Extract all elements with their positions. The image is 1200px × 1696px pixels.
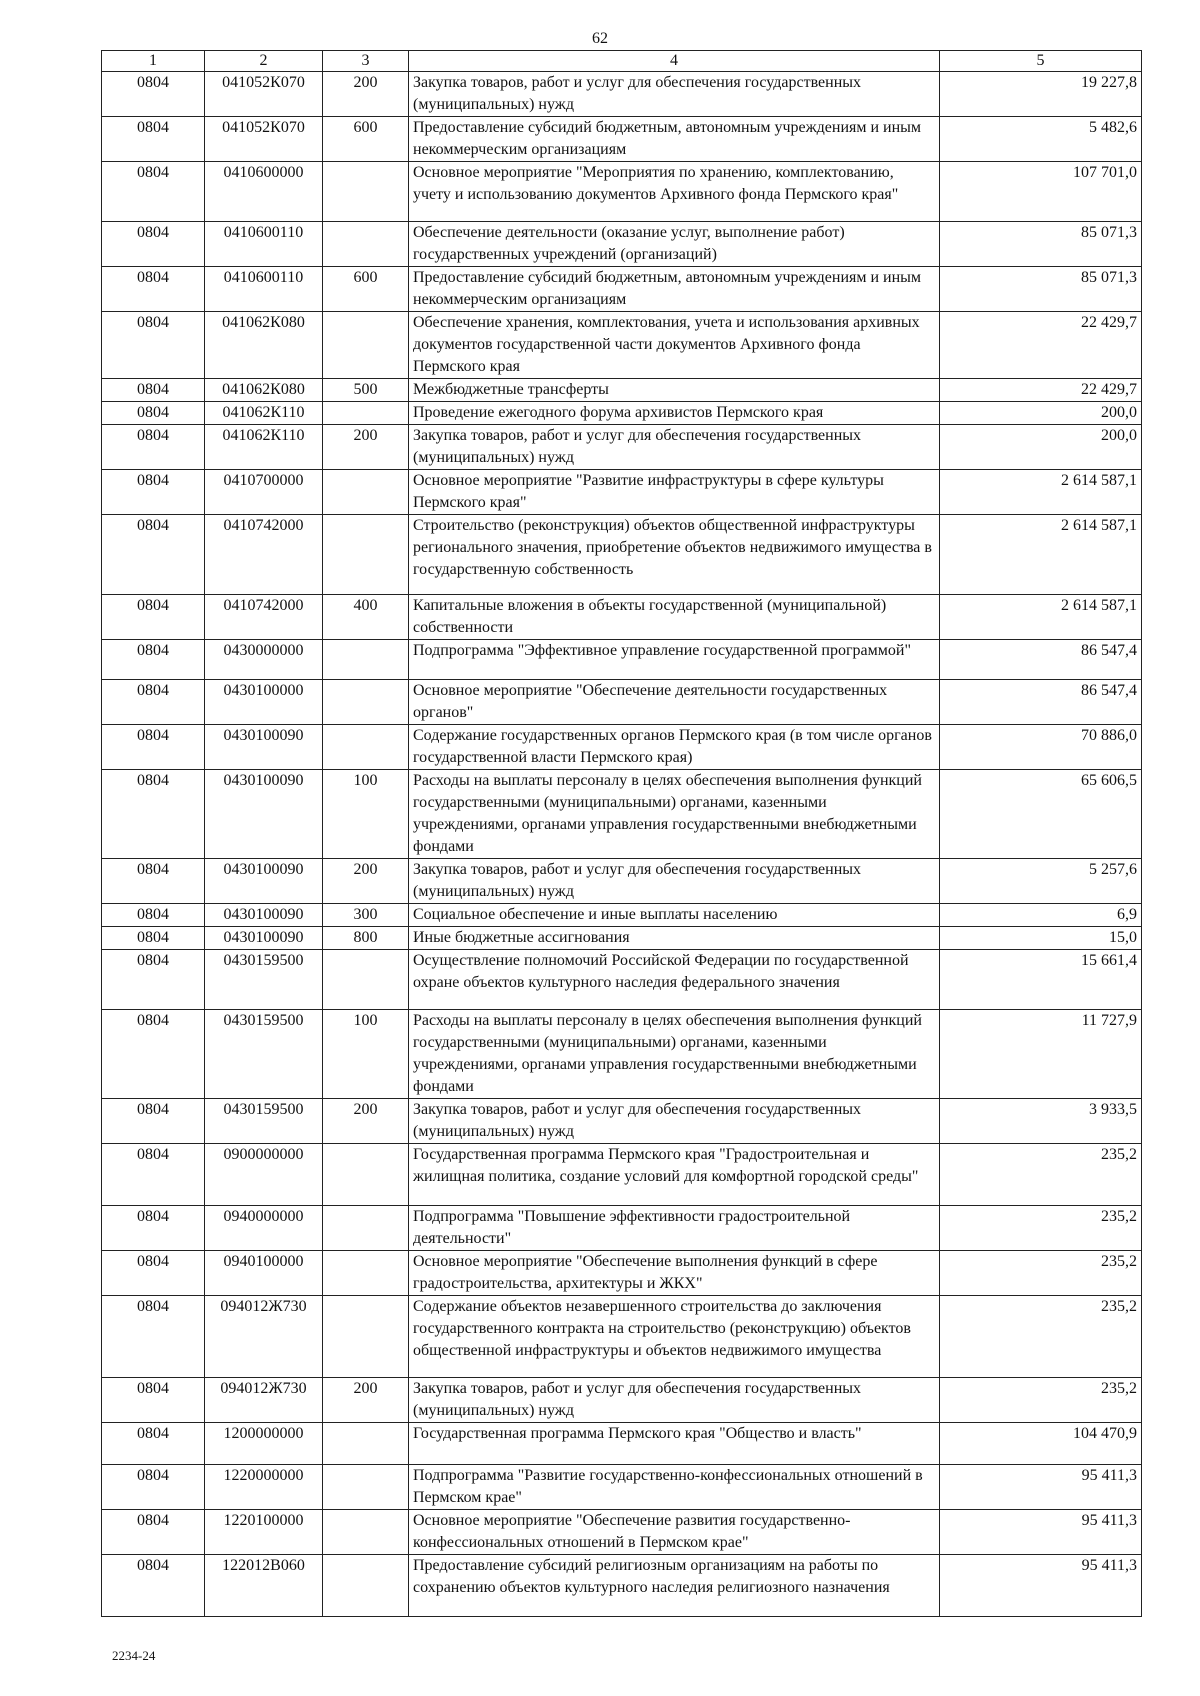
row-section: 0804 (102, 1378, 205, 1423)
row-amount: 85 071,3 (940, 267, 1142, 312)
row-section: 0804 (102, 117, 205, 162)
row-code: 0940000000 (205, 1206, 323, 1251)
row-code: 0430000000 (205, 640, 323, 680)
row-name: Закупка товаров, работ и услуг для обеспечения государственных (муниципальных) нужд (409, 859, 940, 904)
row-code: 0410600110 (205, 267, 323, 312)
table-row (102, 1144, 1142, 1206)
row-name: Расходы на выплаты персоналу в целях обеспечения выполнения функций государственными (муниципальными) органами, казенными учреждениями, органами управления государственными внебюджетными фондами (409, 770, 940, 859)
row-amount: 11 727,9 (940, 1010, 1142, 1099)
row-code: 1220000000 (205, 1465, 323, 1510)
row-amount: 107 701,0 (940, 162, 1142, 222)
row-section: 0804 (102, 162, 205, 222)
row-amount: 200,0 (940, 425, 1142, 470)
row-amount: 95 411,3 (940, 1555, 1142, 1617)
row-type (323, 1555, 409, 1617)
row-amount: 19 227,8 (940, 72, 1142, 117)
row-code: 0410742000 (205, 515, 323, 595)
table-row (102, 725, 1142, 770)
table-row (102, 927, 1142, 950)
row-code: 0410600110 (205, 222, 323, 267)
row-type: 100 (323, 770, 409, 859)
row-name: Государственная программа Пермского края "Градостроительная и жилищная политика, создание условий для комфортной городской среды" (409, 1144, 940, 1206)
row-section: 0804 (102, 1510, 205, 1555)
row-section: 0804 (102, 927, 205, 950)
row-type (323, 1144, 409, 1206)
table-row (102, 680, 1142, 725)
row-name: Содержание государственных органов Пермского края (в том числе органов государственной власти Пермского края) (409, 725, 940, 770)
row-type (323, 1296, 409, 1378)
row-code: 0430159500 (205, 1099, 323, 1144)
row-code: 041052К070 (205, 117, 323, 162)
row-type (323, 680, 409, 725)
row-type: 800 (323, 927, 409, 950)
row-name: Проведение ежегодного форума архивистов Пермского края (409, 402, 940, 425)
row-type: 300 (323, 904, 409, 927)
row-section: 0804 (102, 72, 205, 117)
table-row (102, 1510, 1142, 1555)
row-name: Подпрограмма "Развитие государственно-конфессиональных отношений в Пермском крае" (409, 1465, 940, 1510)
row-amount: 235,2 (940, 1378, 1142, 1423)
row-amount: 235,2 (940, 1144, 1142, 1206)
row-type: 600 (323, 267, 409, 312)
row-name: Капитальные вложения в объекты государственной (муниципальной) собственности (409, 595, 940, 640)
row-section: 0804 (102, 904, 205, 927)
row-code: 0430100000 (205, 680, 323, 725)
row-type: 200 (323, 1378, 409, 1423)
row-type: 200 (323, 72, 409, 117)
row-name: Расходы на выплаты персоналу в целях обеспечения выполнения функций государственными (муниципальными) органами, казенными учреждениями, органами управления государственными внебюджетными фондами (409, 1010, 940, 1099)
table-row (102, 425, 1142, 470)
table-row (102, 770, 1142, 859)
row-section: 0804 (102, 402, 205, 425)
row-section: 0804 (102, 1206, 205, 1251)
row-amount: 15 661,4 (940, 950, 1142, 1010)
row-section: 0804 (102, 859, 205, 904)
row-name: Обеспечение деятельности (оказание услуг, выполнение работ) государственных учреждений (организаций) (409, 222, 940, 267)
row-name: Подпрограмма "Повышение эффективности градостроительной деятельности" (409, 1206, 940, 1251)
row-section: 0804 (102, 1465, 205, 1510)
table-row (102, 1099, 1142, 1144)
row-code: 041062К110 (205, 402, 323, 425)
table-row (102, 595, 1142, 640)
table-row (102, 117, 1142, 162)
row-section: 0804 (102, 312, 205, 379)
row-code: 041052К070 (205, 72, 323, 117)
row-name: Закупка товаров, работ и услуг для обеспечения государственных (муниципальных) нужд (409, 1378, 940, 1423)
row-code: 0430100090 (205, 927, 323, 950)
row-section: 0804 (102, 267, 205, 312)
row-code: 094012Ж730 (205, 1378, 323, 1423)
table-row (102, 402, 1142, 425)
header-row (102, 51, 1142, 72)
row-type (323, 312, 409, 379)
row-code: 0900000000 (205, 1144, 323, 1206)
row-name: Закупка товаров, работ и услуг для обеспечения государственных (муниципальных) нужд (409, 1099, 940, 1144)
column-header: 3 (323, 51, 409, 72)
row-name: Предоставление субсидий бюджетным, автономным учреждениям и иным некоммерческим организациям (409, 267, 940, 312)
table-row (102, 267, 1142, 312)
table-row (102, 859, 1142, 904)
row-section: 0804 (102, 1010, 205, 1099)
row-name: Предоставление субсидий бюджетным, автономным учреждениям и иным некоммерческим организациям (409, 117, 940, 162)
row-amount: 5 482,6 (940, 117, 1142, 162)
row-code: 0430159500 (205, 950, 323, 1010)
row-section: 0804 (102, 1251, 205, 1296)
table-row (102, 1465, 1142, 1510)
row-amount: 2 614 587,1 (940, 470, 1142, 515)
row-amount: 200,0 (940, 402, 1142, 425)
page-number: 62 (592, 30, 608, 47)
row-section: 0804 (102, 379, 205, 402)
row-section: 0804 (102, 515, 205, 595)
row-amount: 95 411,3 (940, 1510, 1142, 1555)
row-type (323, 1465, 409, 1510)
row-amount: 22 429,7 (940, 312, 1142, 379)
row-amount: 3 933,5 (940, 1099, 1142, 1144)
table-row (102, 515, 1142, 595)
row-section: 0804 (102, 725, 205, 770)
row-name: Межбюджетные трансферты (409, 379, 940, 402)
row-amount: 70 886,0 (940, 725, 1142, 770)
table-row (102, 1010, 1142, 1099)
row-amount: 95 411,3 (940, 1465, 1142, 1510)
table-row (102, 904, 1142, 927)
row-name: Подпрограмма "Эффективное управление государственной программой" (409, 640, 940, 680)
table-row (102, 950, 1142, 1010)
row-amount: 22 429,7 (940, 379, 1142, 402)
row-section: 0804 (102, 425, 205, 470)
row-code: 0940100000 (205, 1251, 323, 1296)
row-type (323, 515, 409, 595)
row-section: 0804 (102, 770, 205, 859)
row-type: 200 (323, 425, 409, 470)
row-amount: 85 071,3 (940, 222, 1142, 267)
row-section: 0804 (102, 222, 205, 267)
row-code: 0430159500 (205, 1010, 323, 1099)
row-name: Обеспечение хранения, комплектования, учета и использования архивных документов государственной части документов Архивного фонда Пермского края (409, 312, 940, 379)
table-row (102, 1206, 1142, 1251)
row-code: 0430100090 (205, 904, 323, 927)
column-header: 1 (102, 51, 205, 72)
table-row (102, 640, 1142, 680)
row-name: Основное мероприятие "Мероприятия по хранению, комплектованию, учету и использованию документов Архивного фонда Пермского края" (409, 162, 940, 222)
table-row (102, 1555, 1142, 1617)
row-name: Предоставление субсидий религиозным организациям на работы по сохранению объектов культурного наследия религиозного назначения (409, 1555, 940, 1617)
row-type (323, 402, 409, 425)
row-code: 0430100090 (205, 770, 323, 859)
row-code: 1200000000 (205, 1423, 323, 1465)
row-type (323, 725, 409, 770)
row-name: Основное мероприятие "Обеспечение выполнения функций в сфере градостроительства, архитектуры и ЖКХ" (409, 1251, 940, 1296)
row-name: Иные бюджетные ассигнования (409, 927, 940, 950)
row-section: 0804 (102, 950, 205, 1010)
table-row (102, 1423, 1142, 1465)
row-type (323, 222, 409, 267)
column-header: 5 (940, 51, 1142, 72)
row-name: Строительство (реконструкция) объектов общественной инфраструктуры регионального значения, приобретение объектов недвижимого имущества в государственную собственность (409, 515, 940, 595)
row-name: Основное мероприятие "Обеспечение деятельности государственных органов" (409, 680, 940, 725)
row-amount: 5 257,6 (940, 859, 1142, 904)
row-code: 041062К080 (205, 312, 323, 379)
row-type (323, 1423, 409, 1465)
row-name: Основное мероприятие "Обеспечение развития государственно-конфессиональных отношений в Пермском крае" (409, 1510, 940, 1555)
table-row (102, 379, 1142, 402)
row-code: 0430100090 (205, 859, 323, 904)
row-code: 041062К110 (205, 425, 323, 470)
row-section: 0804 (102, 595, 205, 640)
row-name: Социальное обеспечение и иные выплаты населению (409, 904, 940, 927)
table-row (102, 72, 1142, 117)
row-type (323, 470, 409, 515)
row-type: 200 (323, 859, 409, 904)
row-type (323, 1251, 409, 1296)
row-amount: 2 614 587,1 (940, 595, 1142, 640)
row-amount: 6,9 (940, 904, 1142, 927)
document-code: 2234-24 (112, 1648, 156, 1663)
row-type (323, 950, 409, 1010)
table-row (102, 312, 1142, 379)
row-type: 600 (323, 117, 409, 162)
table-row (102, 1378, 1142, 1423)
row-section: 0804 (102, 640, 205, 680)
table-row (102, 222, 1142, 267)
row-name: Осуществление полномочий Российской Федерации по государственной охране объектов культурного наследия федерального значения (409, 950, 940, 1010)
row-type: 400 (323, 595, 409, 640)
table-row (102, 1296, 1142, 1378)
row-name: Закупка товаров, работ и услуг для обеспечения государственных (муниципальных) нужд (409, 72, 940, 117)
row-section: 0804 (102, 1144, 205, 1206)
row-amount: 235,2 (940, 1206, 1142, 1251)
row-code: 0410600000 (205, 162, 323, 222)
row-type (323, 640, 409, 680)
row-section: 0804 (102, 680, 205, 725)
row-name: Государственная программа Пермского края "Общество и власть" (409, 1423, 940, 1465)
row-name: Содержание объектов незавершенного строительства до заключения государственного контракта на строительство (реконструкцию) объектов общественной инфраструктуры и объектов недвижимого имущества (409, 1296, 940, 1378)
row-section: 0804 (102, 1099, 205, 1144)
row-amount: 86 547,4 (940, 680, 1142, 725)
row-amount: 2 614 587,1 (940, 515, 1142, 595)
row-name: Закупка товаров, работ и услуг для обеспечения государственных (муниципальных) нужд (409, 425, 940, 470)
row-type: 100 (323, 1010, 409, 1099)
row-code: 0430100090 (205, 725, 323, 770)
row-code: 0410700000 (205, 470, 323, 515)
row-code: 122012В060 (205, 1555, 323, 1617)
row-amount: 15,0 (940, 927, 1142, 950)
column-header: 2 (205, 51, 323, 72)
row-section: 0804 (102, 1555, 205, 1617)
row-code: 041062К080 (205, 379, 323, 402)
row-amount: 235,2 (940, 1251, 1142, 1296)
row-type (323, 1206, 409, 1251)
row-amount: 235,2 (940, 1296, 1142, 1378)
table-row (102, 162, 1142, 222)
row-type: 200 (323, 1099, 409, 1144)
row-code: 094012Ж730 (205, 1296, 323, 1378)
budget-table (101, 50, 1142, 1617)
row-name: Основное мероприятие "Развитие инфраструктуры в сфере культуры Пермского края" (409, 470, 940, 515)
row-type: 500 (323, 379, 409, 402)
row-section: 0804 (102, 1423, 205, 1465)
row-section: 0804 (102, 1296, 205, 1378)
table-row (102, 470, 1142, 515)
row-amount: 86 547,4 (940, 640, 1142, 680)
row-type (323, 162, 409, 222)
row-amount: 65 606,5 (940, 770, 1142, 859)
row-section: 0804 (102, 470, 205, 515)
row-type (323, 1510, 409, 1555)
row-code: 0410742000 (205, 595, 323, 640)
row-code: 1220100000 (205, 1510, 323, 1555)
row-amount: 104 470,9 (940, 1423, 1142, 1465)
table-row (102, 1251, 1142, 1296)
column-header: 4 (409, 51, 940, 72)
